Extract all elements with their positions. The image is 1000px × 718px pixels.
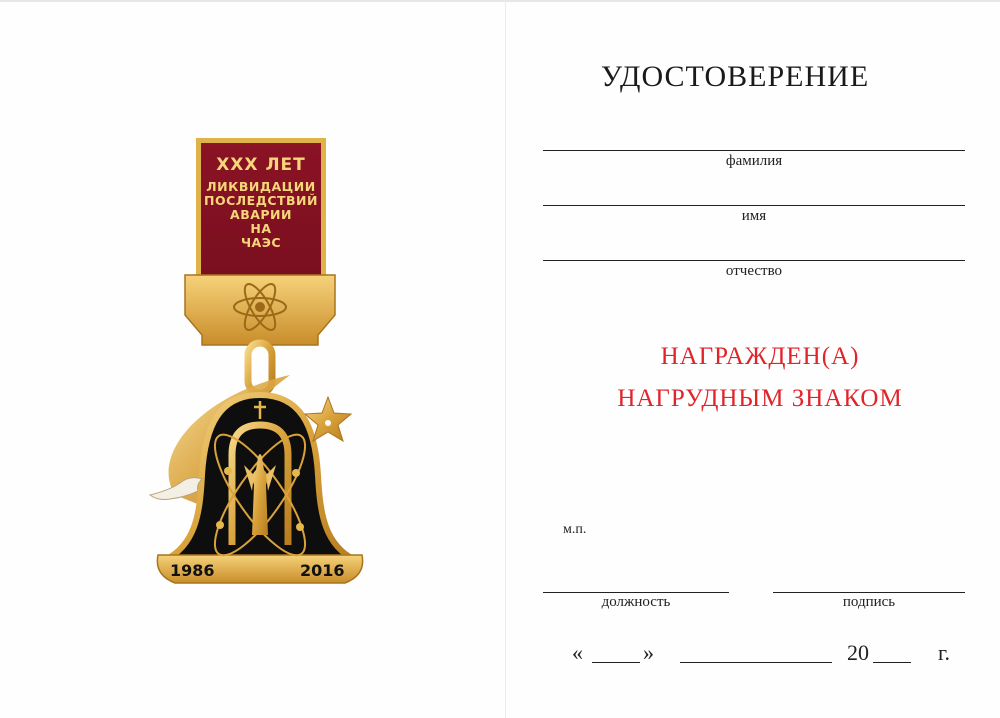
- year-start: 1986: [170, 561, 215, 580]
- awarded-line2: НАГРУДНЫМ ЗНАКОМ: [617, 385, 903, 412]
- stamp-label: м.п.: [563, 522, 587, 537]
- ribbon-text-line2: ЛИКВИДАЦИИ: [206, 179, 316, 194]
- signature-caption: подпись: [842, 594, 896, 610]
- certificate-title: УДОСТОВЕРЕНИЕ: [600, 60, 870, 93]
- page-edge: [0, 0, 1000, 2]
- medal-artwork: [140, 135, 380, 595]
- name-line[interactable]: [543, 205, 965, 206]
- date-close-quote: »: [643, 640, 654, 665]
- year-prefix: 20: [847, 640, 869, 665]
- awarded-line1: НАГРАЖДЕН(А): [660, 343, 860, 370]
- signature-line[interactable]: [773, 592, 965, 593]
- month-line[interactable]: [680, 662, 832, 663]
- name-caption: имя: [741, 208, 767, 224]
- patronymic-caption: отчество: [725, 263, 783, 279]
- ribbon-text-line5: НА: [250, 221, 272, 236]
- ribbon-text-line6: ЧАЭС: [240, 235, 282, 250]
- page-fold: [505, 0, 506, 718]
- ribbon-text-line1: ХХХ ЛЕТ: [216, 155, 306, 175]
- day-line[interactable]: [592, 662, 640, 663]
- year-suffix: г.: [938, 640, 951, 665]
- ribbon-text-line4: АВАРИИ: [230, 207, 292, 222]
- medal-image: [140, 135, 380, 595]
- surname-caption: фамилия: [725, 153, 783, 169]
- surname-line[interactable]: [543, 150, 965, 151]
- date-open-quote: «: [572, 640, 583, 665]
- ribbon-text-line3: ПОСЛЕДСТВИЙ: [204, 193, 318, 208]
- patronymic-line[interactable]: [543, 260, 965, 261]
- year-end: 2016: [300, 561, 345, 580]
- year-line[interactable]: [873, 662, 911, 663]
- position-caption: должность: [601, 594, 671, 610]
- position-line[interactable]: [543, 592, 729, 593]
